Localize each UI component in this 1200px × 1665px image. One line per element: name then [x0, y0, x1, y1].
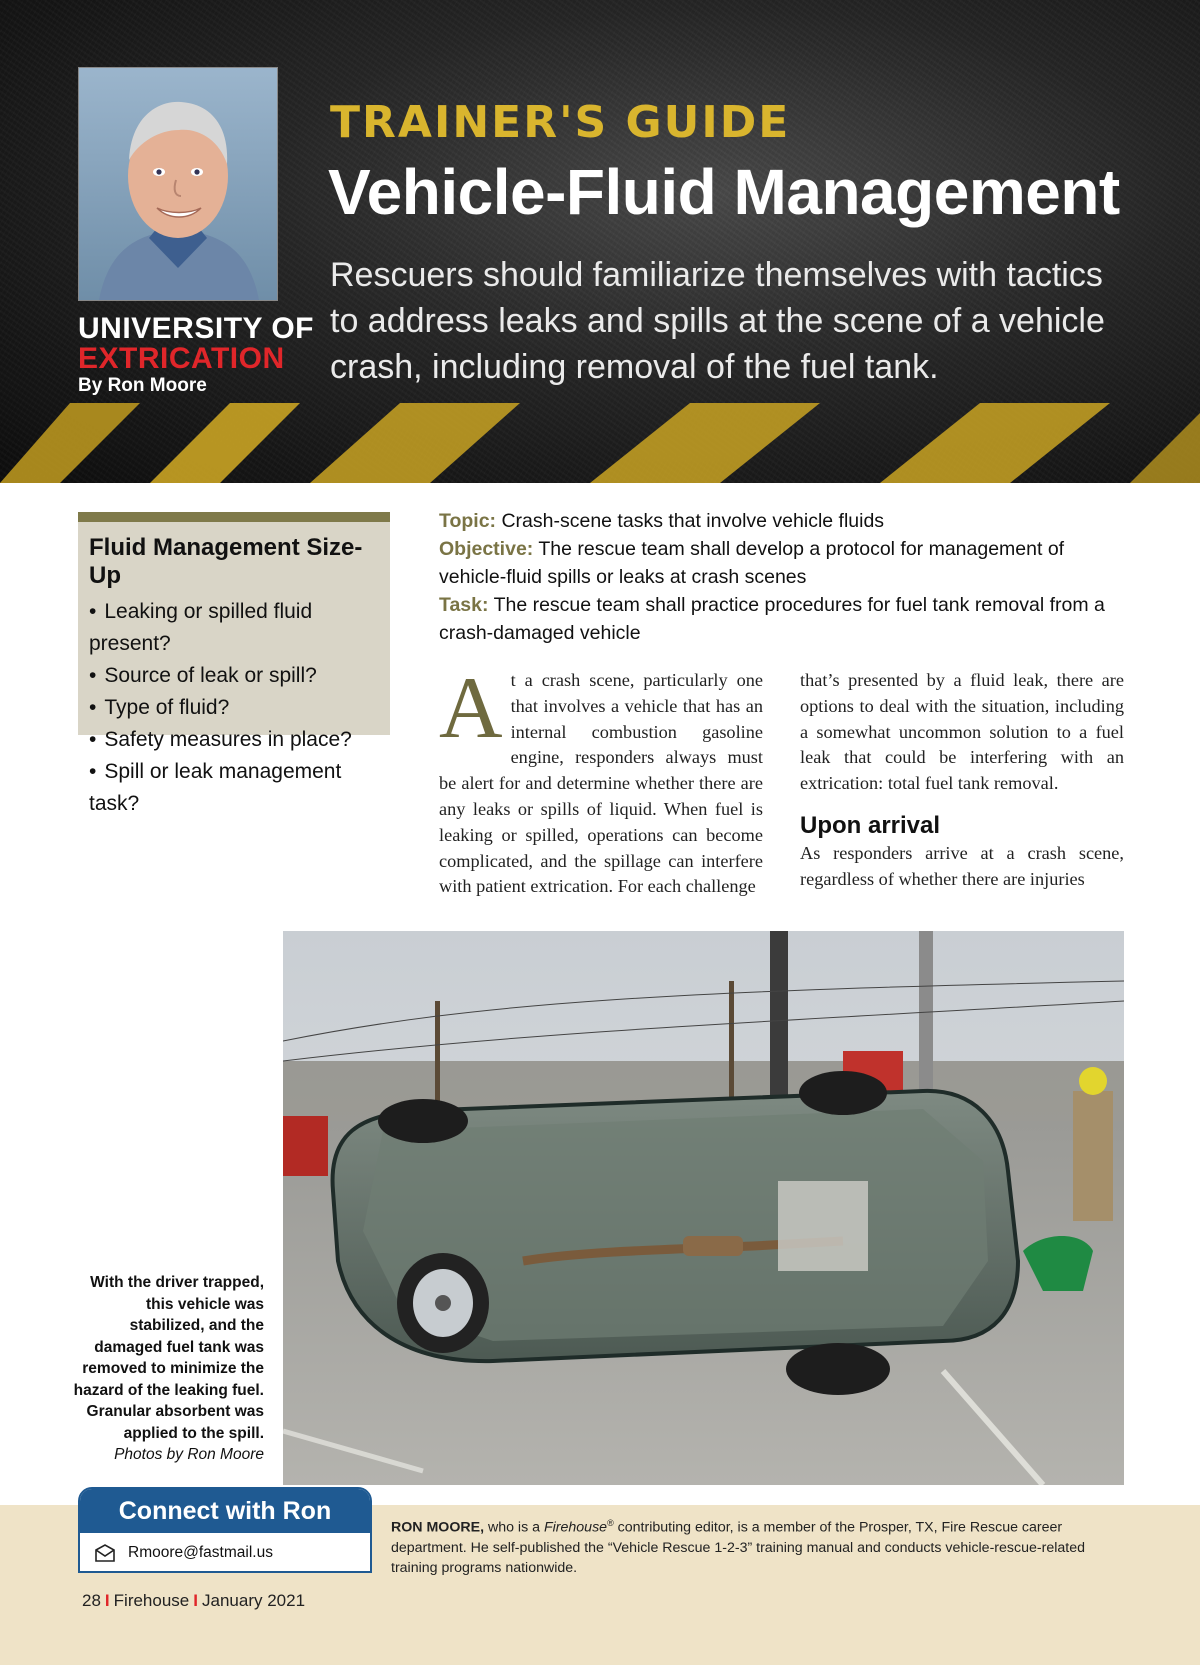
caption-text: With the driver trapped, this vehicle was stabilized, and the damaged fuel tank was removed to minimize the hazard of the leaking fuel. Granular absorbent was applied to the spill.	[73, 1274, 264, 1442]
connect-heading: Connect with Ron	[80, 1489, 370, 1533]
list-item: • Safety measures in place?	[89, 724, 380, 756]
bio-text: contributing editor, is a member of the Prosper, TX, Fire Rescue career department. He self-published the “Vehicle Rescue 1-2-3” training manual and conducts vehicle-rescue-related training programs nationwide.	[391, 1519, 1085, 1576]
bio-reg: ®	[607, 1518, 614, 1528]
topic-label: Topic:	[439, 510, 497, 532]
objective-line	[439, 535, 1129, 591]
task-line	[439, 591, 1129, 647]
body-text: that’s presented by a fluid leak, there are options to deal with the situation, including a somewhat uncommon solution to a fuel leak that could be interfering with an extrication: total fuel tank removal.	[800, 670, 1124, 794]
author-bio	[391, 1513, 1126, 1578]
objective-text: The rescue team shall develop a protocol for management of vehicle-fluid spills or leaks at crash scenes	[439, 538, 1065, 588]
sidebar-list	[89, 596, 380, 820]
list-item: • Spill or leak management task?	[89, 756, 380, 820]
photo-credit: Photos by Ron Moore	[114, 1446, 264, 1463]
sizeup-sidebar	[78, 512, 390, 815]
topic-line	[439, 507, 1129, 535]
body-text: t a crash scene, particularly one that involves a vehicle that has an internal combustion gasoline engine, responders always must be alert for and determine whether there are any leaks or spills of liquid. When fuel is leaking or spilled, operations can become complicated, and the spillage can interfere with patient extrication. For each challenge	[439, 670, 763, 897]
body-text: As responders arrive at a crash scene, regardless of whether there are injuries	[800, 842, 1124, 889]
task-label: Task:	[439, 594, 489, 616]
bio-magazine: Firehouse	[543, 1519, 608, 1536]
envelope-icon	[94, 1544, 116, 1562]
bio-pre: who is a	[487, 1519, 541, 1536]
byline: By Ron Moore	[78, 375, 207, 396]
subhead: Upon arrival	[800, 811, 941, 839]
objective-label: Objective:	[439, 538, 534, 560]
list-item: • Type of fluid?	[89, 692, 380, 724]
header-banner	[0, 0, 1200, 483]
folio-issue: January 2021	[202, 1591, 306, 1610]
crash-photo	[283, 931, 1124, 1485]
folio-separator: I	[193, 1591, 198, 1610]
email-row[interactable]	[80, 1533, 370, 1573]
photo-caption	[70, 1272, 264, 1466]
folio-magazine: Firehouse	[113, 1591, 190, 1610]
list-item: • Source of leak or spill?	[89, 660, 380, 692]
body-column-1	[439, 660, 763, 900]
list-item: • Leaking or spilled fluid present?	[89, 596, 380, 660]
hazard-stripes	[0, 403, 1200, 483]
sidebar-heading: Fluid Management Size-Up	[89, 534, 363, 589]
connect-box	[78, 1487, 372, 1573]
page-folio	[82, 1591, 305, 1611]
folio-separator: I	[104, 1591, 110, 1610]
body-column-2	[800, 668, 1124, 892]
drop-cap: A	[439, 660, 503, 757]
section-kicker: TRAINER'S GUIDE	[330, 97, 791, 148]
article-deck: Rescuers should familiarize themselves with tactics to address leaks and spills at the scene of a vehicle crash, including removal of the fuel tank.	[330, 256, 1105, 386]
column-name-line1: UNIVERSITY OF	[78, 312, 314, 345]
bio-name: RON MOORE,	[391, 1519, 485, 1536]
topic-text: Crash-scene tasks that involve vehicle fluids	[501, 510, 885, 532]
author-portrait	[78, 67, 278, 301]
email-link[interactable]: Rmoore@fastmail.us	[128, 1544, 273, 1561]
task-text: The rescue team shall practice procedures for fuel tank removal from a crash-damaged vehicle	[439, 594, 1105, 644]
page-number: 28	[82, 1591, 101, 1610]
article-title: Vehicle-Fluid Management	[328, 156, 1120, 228]
lesson-block	[439, 507, 1129, 647]
column-name-line2: EXTRICATION	[78, 342, 285, 375]
